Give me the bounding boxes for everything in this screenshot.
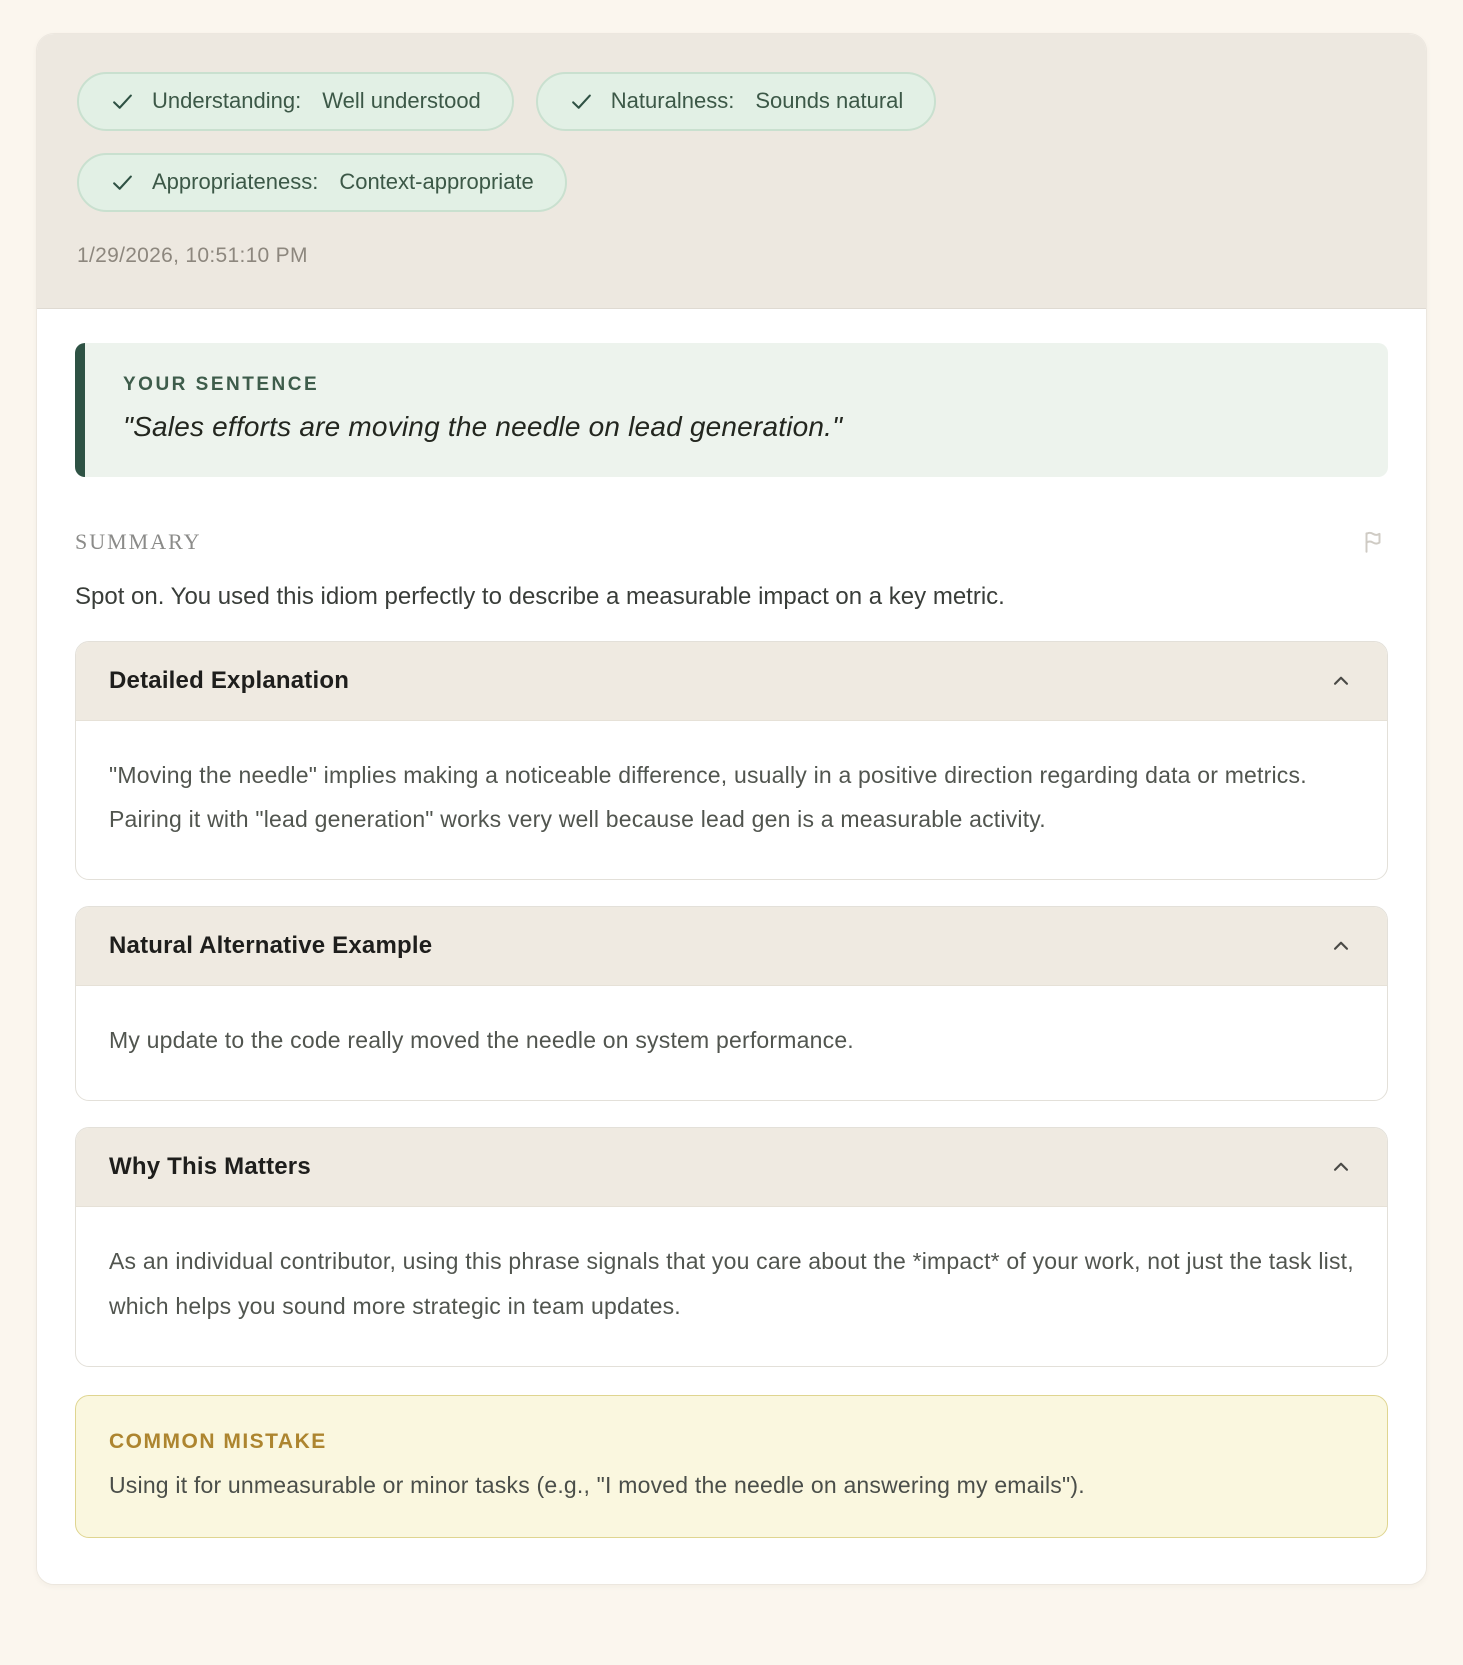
- common-mistake-label: COMMON MISTAKE: [109, 1429, 327, 1453]
- check-icon: [110, 170, 135, 195]
- badge-understanding: [77, 72, 514, 131]
- badge-row: [77, 72, 1386, 212]
- check-icon: [110, 89, 135, 114]
- section-header-natural-alternative[interactable]: [76, 907, 1387, 986]
- section-title: Why This Matters: [109, 1153, 311, 1181]
- badge-naturalness: [536, 72, 937, 131]
- section-detailed-explanation: [75, 641, 1388, 880]
- flag-icon: [1360, 529, 1386, 555]
- section-body: As an individual contributor, using this phrase signals that you care about the *impact* of your work, not just the task list, which helps you sound more strategic in team updates.: [109, 1248, 1354, 1319]
- section-header-detailed-explanation[interactable]: [76, 642, 1387, 721]
- badge-value: Well understood: [322, 88, 481, 114]
- badge-value: Context-appropriate: [339, 169, 534, 195]
- your-sentence-text: "Sales efforts are moving the needle on lead generation.": [123, 411, 843, 442]
- timestamp: 1/29/2026, 10:51:10 PM: [77, 244, 308, 267]
- summary-row: [75, 527, 1388, 557]
- chevron-up-icon[interactable]: [1328, 668, 1354, 694]
- summary-text: Spot on. You used this idiom perfectly to describe a measurable impact on a key metric.: [75, 583, 1005, 610]
- chevron-up-icon[interactable]: [1328, 1154, 1354, 1180]
- evaluation-header: [37, 34, 1426, 309]
- section-body: My update to the code really moved the needle on system performance.: [109, 1027, 854, 1054]
- badge-appropriateness: [77, 153, 567, 212]
- section-why-this-matters: [75, 1127, 1388, 1366]
- section-title: Natural Alternative Example: [109, 932, 433, 960]
- badge-label: Understanding:: [152, 88, 302, 114]
- common-mistake-text: Using it for unmeasurable or minor tasks (e.g., "I moved the needle on answering my emails").: [109, 1471, 1085, 1498]
- section-title: Detailed Explanation: [109, 667, 350, 694]
- feedback-card: [36, 33, 1427, 1585]
- section-header-why-this-matters[interactable]: [76, 1128, 1387, 1207]
- summary-label: SUMMARY: [75, 529, 202, 554]
- your-sentence-label: YOUR SENTENCE: [123, 374, 320, 395]
- common-mistake-box: [75, 1395, 1388, 1538]
- your-sentence-block: [75, 343, 1388, 477]
- badge-value: Sounds natural: [755, 88, 904, 114]
- section-natural-alternative: [75, 906, 1388, 1101]
- chevron-up-icon[interactable]: [1328, 933, 1354, 959]
- section-body: "Moving the needle" implies making a noticeable difference, usually in a positive direction regarding data or metrics. Pairing it with "lead generation" works very well because lead gen is a measurable activity.: [109, 762, 1307, 833]
- badge-label: Naturalness:: [610, 88, 735, 114]
- check-icon: [569, 89, 594, 114]
- flag-button[interactable]: [1358, 527, 1388, 557]
- badge-label: Appropriateness:: [152, 169, 319, 195]
- feedback-body: [37, 309, 1426, 1584]
